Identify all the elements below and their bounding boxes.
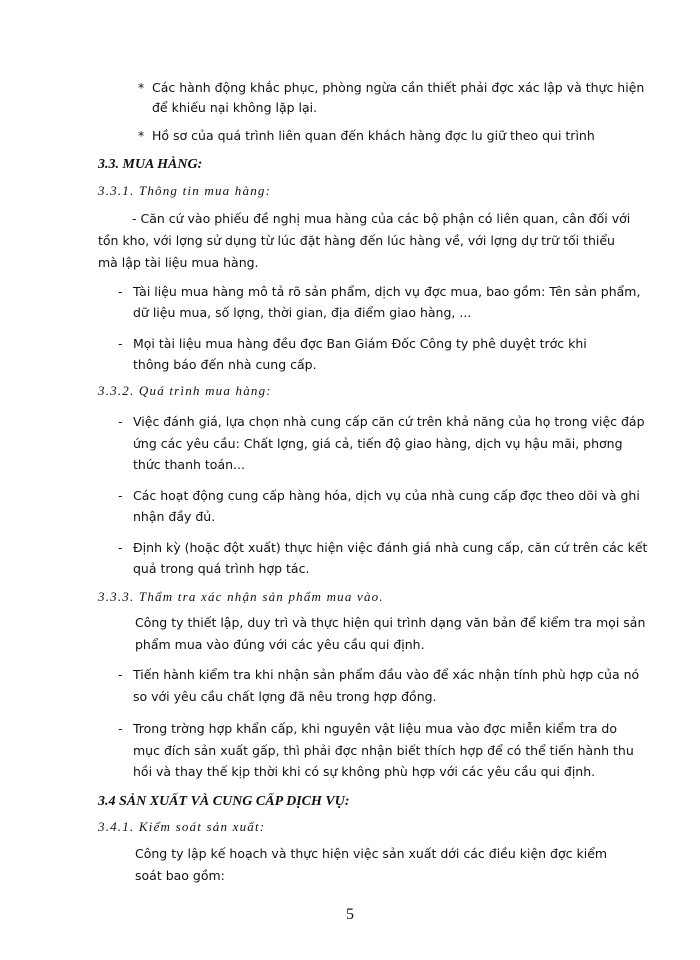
list-item-line: Các hoạt động cung cấp hàng hóa, dịch vụ của nhà cung cấp đợc theo dõi và ghi (133, 488, 640, 503)
paragraph-line: mà lập tài liệu mua hàng. (98, 255, 259, 270)
dash-marker: - (118, 540, 123, 555)
paragraph-line: soát bao gồm: (135, 868, 225, 883)
section-heading-3-3: 3.3. MUA HÀNG: (98, 157, 203, 172)
list-item-line: Việc đánh giá, lựa chọn nhà cung cấp căn cứ trên khả năng của họ trong việc đáp (133, 414, 645, 429)
subsection-heading-3-3-1: 3.3.1. Thông tin mua hàng: (98, 183, 272, 198)
list-item-line: so với yêu cầu chất lợng đã nêu trong hợp đồng. (133, 689, 437, 704)
list-item-line: ứng các yêu cầu: Chất lợng, giá cả, tiến độ giao hàng, dịch vụ hậu mãi, phơng (133, 436, 623, 451)
bullet-star-line: để khiếu nại không lặp lại. (152, 100, 318, 115)
paragraph-line: - Căn cứ vào phiếu đề nghị mua hàng của các bộ phận có liên quan, cân đối với (132, 211, 631, 226)
dash-marker: - (118, 721, 123, 736)
paragraph-line: tồn kho, với lợng sử dụng từ lúc đặt hàng đến lúc hàng về, với lợng dự trữ tối thiểu (98, 233, 615, 248)
list-item-line: dữ liệu mua, số lợng, thời gian, địa điểm giao hàng, ... (133, 305, 472, 320)
list-item-line: nhận đầy đủ. (133, 509, 216, 524)
bullet-star-line: Hồ sơ của quá trình liên quan đến khách hàng đợc lu giữ theo qui trình (152, 128, 595, 143)
bullet-star-marker: * (138, 128, 145, 143)
subsection-heading-3-3-2: 3.3.2. Quá trình mua hàng: (98, 383, 272, 398)
paragraph-line: Công ty lập kế hoạch và thực hiện việc sản xuất dới các điều kiện đợc kiểm (135, 846, 608, 861)
list-item-line: mục đích sản xuất gấp, thì phải đợc nhận biết thích hợp để có thể tiến hành thu (133, 743, 634, 758)
subsection-heading-3-4-1: 3.4.1. Kiểm soát sản xuất: (98, 819, 266, 834)
section-heading-3-4: 3.4 SẢN XUẤT VÀ CUNG CẤP DỊCH VỤ: (98, 794, 350, 809)
list-item-line: Mọi tài liệu mua hàng đều đợc Ban Giám Đốc Công ty phê duyệt trớc khi (133, 336, 587, 351)
bullet-star-marker: * (138, 80, 145, 95)
list-item-line: hồi và thay thế kịp thời khi có sự không phù hợp với các yêu cầu qui định. (133, 764, 596, 779)
list-item-line: thức thanh toán... (133, 457, 245, 472)
paragraph-line: phẩm mua vào đúng với các yêu cầu qui định. (135, 637, 425, 652)
list-item-line: Trong trờng hợp khẩn cấp, khi nguyên vật liệu mua vào đợc miễn kiểm tra do (133, 721, 617, 736)
page-number: 5 (346, 906, 354, 923)
list-item-line: quả trong quá trình hợp tác. (133, 561, 310, 576)
dash-marker: - (118, 488, 123, 503)
dash-marker: - (118, 667, 123, 682)
dash-marker: - (118, 336, 123, 351)
paragraph-line: Công ty thiết lập, duy trì và thực hiện qui trình dạng văn bản để kiểm tra mọi sản (135, 615, 646, 630)
list-item-line: Tiến hành kiểm tra khi nhận sản phẩm đầu vào để xác nhận tính phù hợp của nó (133, 667, 640, 682)
bullet-star-line: Các hành động khắc phục, phòng ngừa cần thiết phải đợc xác lập và thực hiện (152, 80, 645, 95)
dash-marker: - (118, 414, 123, 429)
list-item-line: Định kỳ (hoặc đột xuất) thực hiện việc đánh giá nhà cung cấp, căn cứ trên các kết (133, 540, 648, 555)
subsection-heading-3-3-3: 3.3.3. Thẩm tra xác nhận sản phẩm mua vào. (98, 589, 384, 604)
list-item-line: thông báo đến nhà cung cấp. (133, 357, 317, 372)
dash-marker: - (118, 284, 123, 299)
list-item-line: Tài liệu mua hàng mô tả rõ sản phẩm, dịch vụ đợc mua, bao gồm: Tên sản phẩm, (133, 284, 641, 299)
